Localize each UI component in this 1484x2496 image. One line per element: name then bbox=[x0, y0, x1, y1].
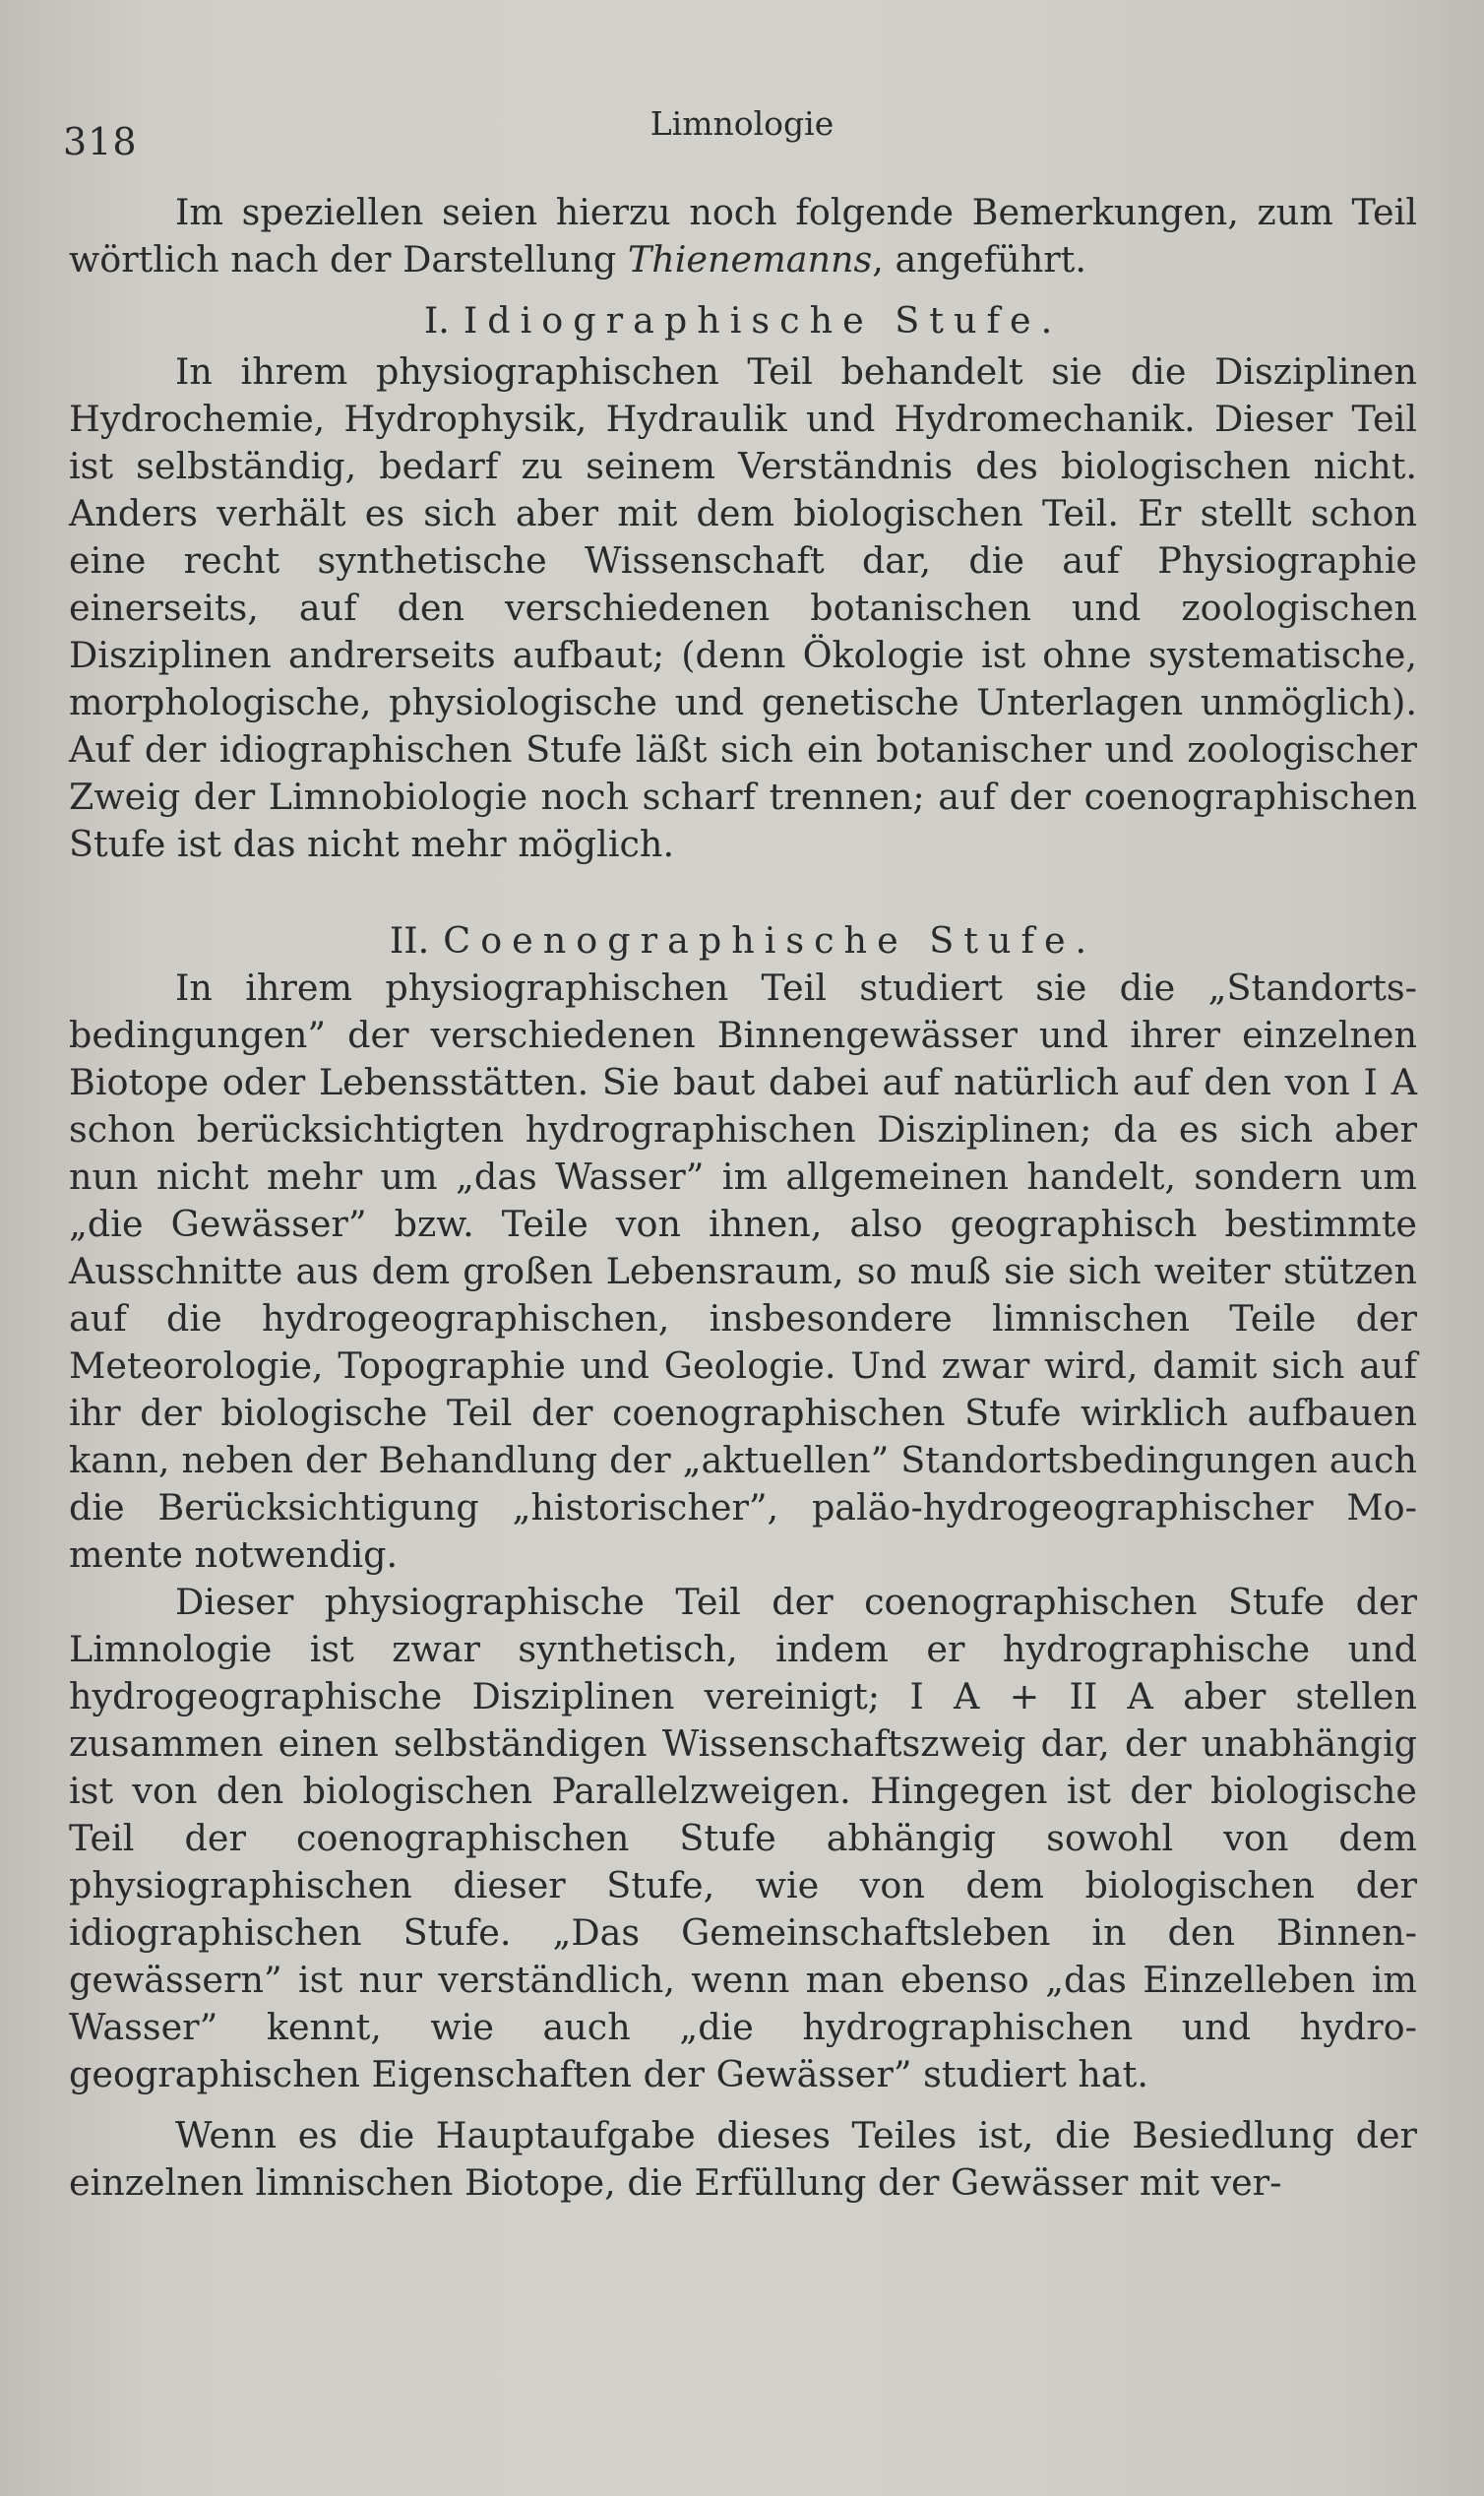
body-text bbox=[69, 189, 1417, 2207]
section-title: Coenographische Stufe. bbox=[443, 919, 1097, 962]
paragraph-intro bbox=[69, 189, 1417, 283]
page-header bbox=[63, 91, 1421, 163]
paragraph-idiographic: In ihrem physiographischen Teil behandelt sie die Disziplinen Hydrochemie, Hydrophysik, Hydraulik und Hydromechanik. Dieser Teil ist selbständig, bedarf zu seinem Verständnis des biologischen nicht. Anders verhält es sich aber mit dem biologischen Teil. Er stellt schon eine recht synthetische Wissenschaft dar, die auf Physiographie einerseits, auf den verschiedenen botanischen und zoologischen Disziplinen andrerseits aufbaut; (denn Ökologie ist ohne systematische, morphologische, physiologische und genetische Unterlagen unmöglich). Auf der idiographischen Stufe läßt sich ein botanischer und zoologischer Zweig der Limnobiologie noch scharf trennen; auf der coenographischen Stufe ist das nicht mehr möglich. bbox=[69, 350, 1417, 865]
page-number: 318 bbox=[63, 120, 138, 163]
section-heading-coenographic bbox=[69, 917, 1417, 965]
running-head: Limnologie bbox=[649, 104, 835, 143]
paragraph-intro-text: Im speziellen seien hierzu noch folgende Bemerkungen, zum Teil wörtlich nach der Darstellung bbox=[69, 191, 1417, 281]
paragraph-coenographic-3: Wenn es die Hauptaufgabe dieses Teiles ist, die Besiedlung der einzelnen limnischen Biotope, die Erfüllung der Gewässer mit ver- bbox=[69, 2114, 1417, 2204]
section-heading-idiographic bbox=[69, 297, 1417, 344]
paragraph-coenographic-1: In ihrem physiographischen Teil studiert sie die „Standortsbedingungen” der verschiedenen Binnengewässer und ihrer einzelnen Biotope oder Lebensstätten. Sie baut dabei auf natürlich auf den von I A schon berücksichtigten hydrographischen Disziplinen; da es sich aber nun nicht mehr um „das Wasser” im allgemeinen handelt, sondern um „die Gewässer” bzw. Teile von ihnen, also geographisch bestimmte Ausschnitte aus dem großen Lebensraum, so muß sie sich weiter stützen auf die hydrogeographischen, insbesondere limnischen Teile der Meteorologie, Topographie und Geologie. Und zwar wird, damit sich auf ihr der biologische Teil der coenographischen Stufe wirklich aufbauen kann, neben der Behandlung der „aktuellen” Standortsbedingungen auch die Berücksichtigung „historischer”, paläo-hydrogeographischer Momente notwendig. bbox=[69, 967, 1417, 1576]
paragraph-coenographic-2: Dieser physiographische Teil der coenographischen Stufe der Limnologie ist zwar synthetisch, indem er hydrographische und hydrogeographische Disziplinen vereinigt; I A + II A aber stellen zusammen einen selbständigen Wissenschaftszweig dar, der unabhängig ist von den biologischen Parallelzweigen. Hingegen ist der biologische Teil der coenographischen Stufe abhängig sowohl von dem physiographischen dieser Stufe, wie von dem biologischen der idiographischen Stufe. „Das Gemeinschaftsleben in den Binnengewässern” ist nur verständlich, wenn man ebenso „das Einzelleben im Wasser” kennt, wie auch „die hydrographischen und hydrogeographischen Eigenschaften der Gewässer” studiert hat. bbox=[69, 1581, 1417, 2095]
paragraph-intro-end: , angeführt. bbox=[872, 238, 1086, 281]
section-numeral: I. bbox=[423, 299, 450, 342]
section-numeral: II. bbox=[389, 919, 430, 962]
section-title: Idiographische Stufe. bbox=[463, 299, 1063, 342]
author-name: Thienemanns bbox=[627, 238, 873, 281]
